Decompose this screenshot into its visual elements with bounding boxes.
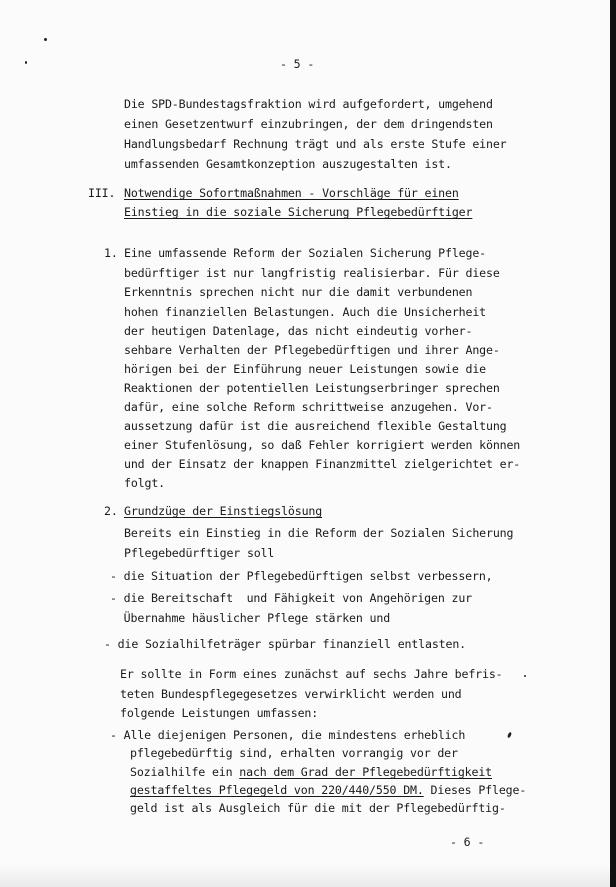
bullet-line: - Alle diejenigen Personen, die mindestens erheblich xyxy=(110,728,466,742)
bullet-line xyxy=(130,764,492,780)
paragraph-line: sehbare Verhalten der Pflegebedürftigen und ihrer Ange- xyxy=(124,343,500,357)
item-number: 2. xyxy=(104,504,118,518)
paragraph-line: hohen finanziellen Belastungen. Auch die Unsicherheit xyxy=(124,305,486,319)
paragraph-line: der heutigen Datenlage, das nicht eindeutig vorher- xyxy=(124,324,473,338)
plain-text: Dieses Pflege- xyxy=(423,783,527,797)
item-number: 1. xyxy=(104,246,118,260)
scan-speck xyxy=(44,38,47,41)
bullet-line: pflegebedürftig sind, erhalten vorrangig vor der xyxy=(130,746,458,760)
plain-text: Sozialhilfe ein xyxy=(130,765,240,779)
paragraph-line: einer Stufenlösung, so daß Fehler korrigiert werden können xyxy=(124,438,521,452)
paragraph-line: Er sollte in Form eines zunächst auf sechs Jahre befris- xyxy=(120,667,503,681)
section-numeral: III. xyxy=(88,186,116,200)
bullet-line: - die Bereitschaft und Fähigkeit von Angehörigen zur xyxy=(110,591,472,605)
section-heading: Notwendige Sofortmaßnahmen - Vorschläge für einen xyxy=(124,186,459,200)
underlined-text: gestaffeltes Pflegegeld von 220/440/550 DM. xyxy=(130,783,424,797)
underlined-text: nach dem Grad der Pflegebedürftigkeit xyxy=(239,765,492,779)
bullet-line: geld ist als Ausgleich für die mit der Pflegebedürftig- xyxy=(130,801,506,815)
subsection-heading: Grundzüge der Einstiegslösung xyxy=(124,504,323,518)
paragraph-line: folgende Leistungen umfassen: xyxy=(120,706,319,720)
paragraph-line: aussetzung dafür ist die ausreichend flexible Gestaltung xyxy=(124,419,507,433)
paragraph-line: Bereits ein Einstieg in die Reform der Sozialen Sicherung xyxy=(124,526,514,540)
bullet-line: Übernahme häuslicher Pflege stärken und xyxy=(110,611,391,625)
scan-edge-noise xyxy=(0,865,610,887)
scan-speck xyxy=(25,61,27,64)
intro-line: einen Gesetzentwurf einzubringen, der dem dringendsten xyxy=(124,117,493,131)
intro-line: Handlungsbedarf Rechnung trägt und als erste Stufe einer xyxy=(124,137,507,151)
paragraph-line: Erkenntnis sprechen nicht nur die damit verbundenen xyxy=(124,285,473,299)
paragraph-line: dafür, eine solche Reform schrittweise anzugehen. Vor- xyxy=(124,400,493,414)
paragraph-line: Reaktionen der potentiellen Leistungserbringer sprechen xyxy=(124,381,500,395)
paragraph-line: bedürftiger ist nur langfristig realisierbar. Für diese xyxy=(124,266,500,280)
paragraph-line: Eine umfassende Reform der Sozialen Sicherung Pflege- xyxy=(124,246,486,260)
intro-line: Die SPD-Bundestagsfraktion wird aufgefordert, umgehend xyxy=(124,97,493,111)
bullet-line: - die Situation der Pflegebedürftigen selbst verbessern, xyxy=(110,569,493,583)
scan-speck xyxy=(507,732,512,739)
page-number-bottom: - 6 - xyxy=(450,835,485,849)
bullet-line xyxy=(130,782,526,798)
intro-line: umfassenden Gesamtkonzeption auszugestalten ist. xyxy=(124,157,452,171)
scan-speck xyxy=(524,675,526,677)
bullet-line: - die Sozialhilfeträger spürbar finanziell entlasten. xyxy=(104,637,466,651)
page-number-top: - 5 - xyxy=(280,57,315,71)
paragraph-line: teten Bundespflegegesetzes verwirklicht werden und xyxy=(120,687,462,701)
paragraph-line: und der Einsatz der knappen Finanzmittel zielgerichtet er- xyxy=(124,457,521,471)
paragraph-line: folgt. xyxy=(124,476,165,490)
paragraph-line: Pflegebedürftiger soll xyxy=(124,546,275,560)
paragraph-line: hörigen bei der Einführung neuer Leistungen sowie die xyxy=(124,362,486,376)
section-heading: Einstieg in die soziale Sicherung Pflegebedürftiger xyxy=(124,205,473,219)
